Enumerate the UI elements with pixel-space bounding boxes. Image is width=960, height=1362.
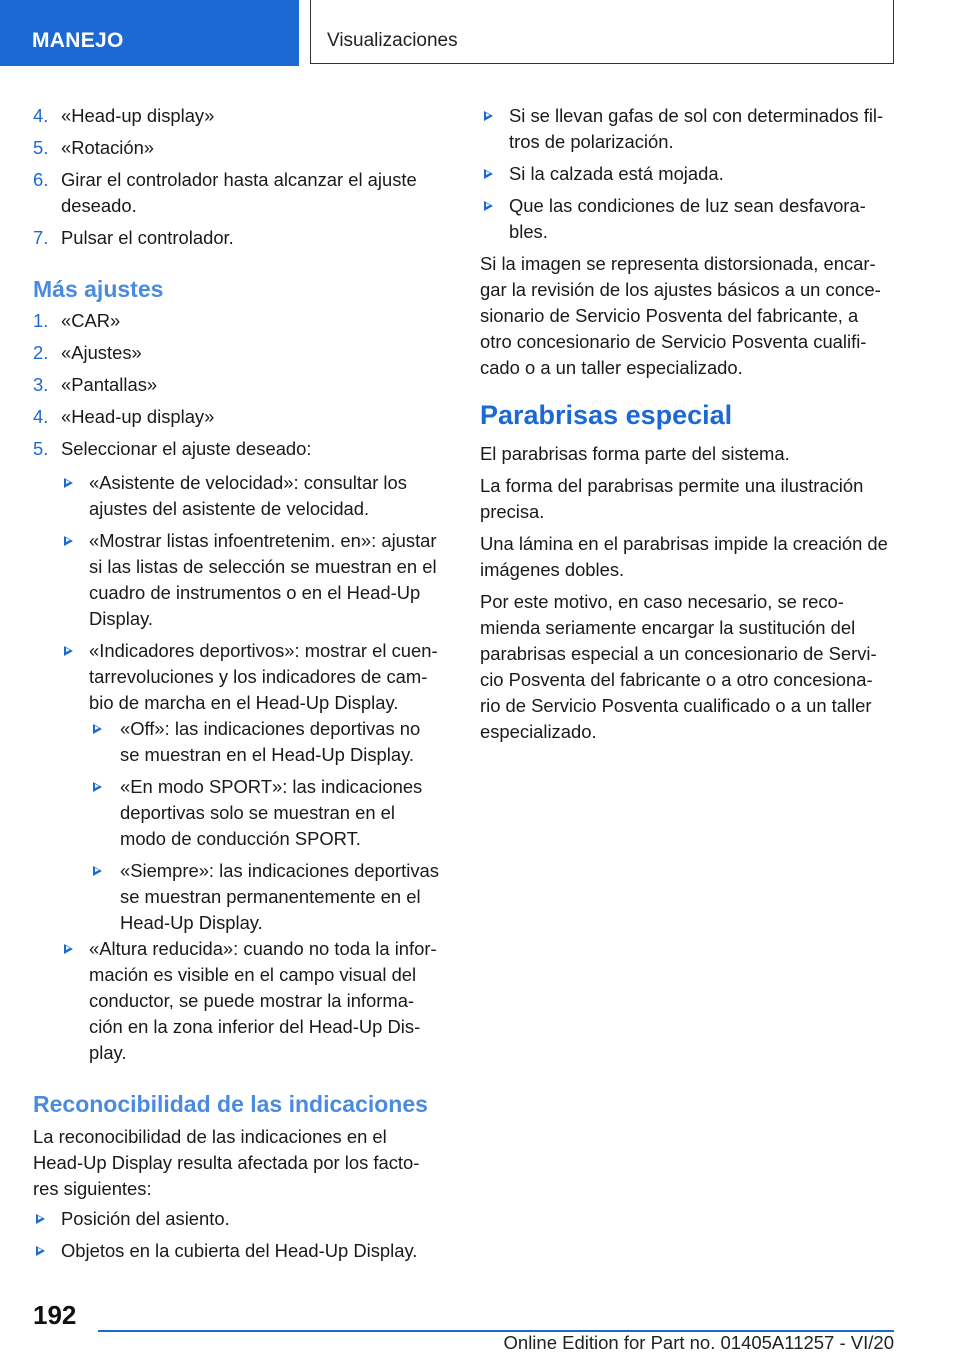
- bullet-text: Display.: [89, 608, 154, 629]
- step-number: 2.: [33, 342, 49, 363]
- bullet-text: ajustes del asistente de velocidad.: [89, 498, 370, 519]
- bullet-triangle-icon: [93, 724, 102, 734]
- step-number: 5.: [33, 137, 49, 158]
- sub-bullet-text: deportivas solo se muestran en el: [120, 802, 395, 823]
- bullet-triangle-icon: [64, 478, 73, 488]
- bullet-text: «Altura reducida»: cuando no toda la infor-: [89, 938, 437, 959]
- bullet-triangle-icon: [36, 1214, 45, 1224]
- paragraph-text: cio Posventa del fabricante o a otro concesiona-: [480, 669, 873, 690]
- step-text: «CAR»: [61, 310, 121, 331]
- sub-bullet-text: modo de conducción SPORT.: [120, 828, 361, 849]
- step-number: 4.: [33, 105, 49, 126]
- bullet-text: «Mostrar listas infoentretenim. en»: ajustar: [89, 530, 437, 551]
- step-number: 4.: [33, 406, 49, 427]
- step-text: «Head-up display»: [61, 105, 215, 126]
- bullet-text: «Asistente de velocidad»: consultar los: [89, 472, 407, 493]
- bullet-text: tarrevoluciones y los indicadores de cam-: [89, 666, 428, 687]
- paragraph-text: La reconocibilidad de las indicaciones en el: [33, 1126, 387, 1147]
- paragraph-text: imágenes dobles.: [480, 559, 625, 580]
- page-number: 192: [33, 1300, 77, 1330]
- step-text: «Rotación»: [61, 137, 155, 158]
- header-section-label: MANEJO: [32, 29, 124, 52]
- paragraph-text: cado o a un taller especializado.: [480, 357, 743, 378]
- bullet-text: conductor, se puede mostrar la informa-: [89, 990, 415, 1011]
- section-heading: Reconocibilidad de las indicaciones: [33, 1091, 428, 1117]
- bullet-triangle-icon: [93, 782, 102, 792]
- sub-bullet-text: se muestran en el Head-Up Display.: [120, 744, 415, 765]
- paragraph-text: Una lámina en el parabrisas impide la creación de: [480, 533, 888, 554]
- bullet-text: ción en la zona inferior del Head-Up Dis-: [89, 1016, 421, 1037]
- bullet-triangle-icon: [64, 646, 73, 656]
- sub-bullet-text: «Off»: las indicaciones deportivas no: [120, 718, 421, 739]
- step-text: «Pantallas»: [61, 374, 158, 395]
- bullet-triangle-icon: [64, 536, 73, 546]
- bullet-triangle-icon: [36, 1246, 45, 1256]
- step-text: Girar el controlador hasta alcanzar el ajuste: [61, 169, 417, 190]
- bullet-text: play.: [89, 1042, 127, 1063]
- step-text: «Ajustes»: [61, 342, 142, 363]
- bullet-text: bio de marcha en el Head-Up Display.: [89, 692, 399, 713]
- section-heading: Parabrisas especial: [480, 400, 733, 430]
- sub-bullet-text: se muestran permanentemente en el: [120, 886, 421, 907]
- step-number: 5.: [33, 438, 49, 459]
- sub-bullet-text: «En modo SPORT»: las indicaciones: [120, 776, 423, 797]
- sub-bullet-text: Head-Up Display.: [120, 912, 263, 933]
- bullet-triangle-icon: [484, 111, 493, 121]
- step-text: «Head-up display»: [61, 406, 215, 427]
- bullet-triangle-icon: [64, 944, 73, 954]
- paragraph-text: sionario de Servicio Posventa del fabricante, a: [480, 305, 859, 326]
- bullet-triangle-icon: [93, 866, 102, 876]
- paragraph-text: La forma del parabrisas permite una ilustración: [480, 475, 864, 496]
- header-section-tab: [0, 0, 299, 66]
- bullet-triangle-icon: [484, 201, 493, 211]
- step-text: deseado.: [61, 195, 137, 216]
- bullet-text: si las listas de selección se muestran en el: [89, 556, 437, 577]
- paragraph-text: parabrisas especial a un concesionario de Servi-: [480, 643, 877, 664]
- paragraph-text: res siguientes:: [33, 1178, 152, 1199]
- bullet-text: bles.: [509, 221, 548, 242]
- paragraph-text: otro concesionario de Servicio Posventa cualifi-: [480, 331, 867, 352]
- bullet-text: mación es visible en el campo visual del: [89, 964, 417, 985]
- paragraph-text: gar la revisión de los ajustes básicos a un conce-: [480, 279, 881, 300]
- paragraph-text: mienda seriamente encargar la sustitución del: [480, 617, 856, 638]
- step-number: 6.: [33, 169, 49, 190]
- bullet-text: Posición del asiento.: [61, 1208, 230, 1229]
- step-number: 7.: [33, 227, 49, 248]
- paragraph-text: Si la imagen se representa distorsionada, encar-: [480, 253, 876, 274]
- paragraph-text: Head-Up Display resulta afectada por los facto-: [33, 1152, 420, 1173]
- bullet-text: Si se llevan gafas de sol con determinados fil-: [509, 105, 884, 126]
- step-text: Pulsar el controlador.: [61, 227, 234, 248]
- header-chapter-label: Visualizaciones: [327, 30, 458, 51]
- paragraph-text: precisa.: [480, 501, 545, 522]
- bullet-text: Si la calzada está mojada.: [509, 163, 724, 184]
- paragraph-text: Por este motivo, en caso necesario, se reco-: [480, 591, 844, 612]
- footer-edition: Online Edition for Part no. 01405A11257 - VI/20: [503, 1332, 894, 1353]
- step-text: Seleccionar el ajuste deseado:: [61, 438, 312, 459]
- bullet-text: Objetos en la cubierta del Head-Up Display.: [61, 1240, 418, 1261]
- paragraph-text: rio de Servicio Posventa cualificado o a un taller: [480, 695, 872, 716]
- step-number: 3.: [33, 374, 49, 395]
- bullet-text: Que las condiciones de luz sean desfavora-: [509, 195, 866, 216]
- bullet-text: tros de polarización.: [509, 131, 674, 152]
- step-number: 1.: [33, 310, 49, 331]
- paragraph-text: especializado.: [480, 721, 597, 742]
- bullet-triangle-icon: [484, 169, 493, 179]
- paragraph-text: El parabrisas forma parte del sistema.: [480, 443, 790, 464]
- section-heading: Más ajustes: [33, 276, 164, 302]
- bullet-text: «Indicadores deportivos»: mostrar el cuen-: [89, 640, 438, 661]
- bullet-text: cuadro de instrumentos o en el Head-Up: [89, 582, 421, 603]
- sub-bullet-text: «Siempre»: las indicaciones deportivas: [120, 860, 439, 881]
- header-chapter-box: [310, 0, 894, 64]
